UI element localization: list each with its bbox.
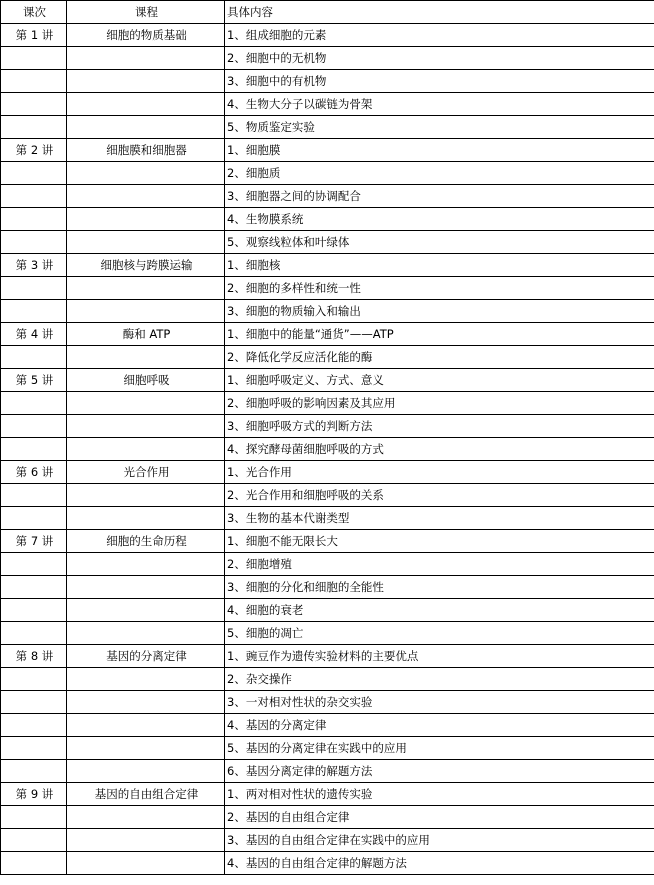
table-row [1, 139, 654, 162]
table-row [1, 576, 654, 599]
content-cell: 3、生物的基本代谢类型 [225, 507, 654, 530]
table-row [1, 300, 654, 323]
course-cell: 基因的分离定律 [67, 645, 225, 668]
lesson-cell [1, 691, 67, 714]
table-row [1, 47, 654, 70]
table-row [1, 438, 654, 461]
content-cell: 1、细胞中的能量“通货”——ATP [225, 323, 654, 346]
table-row [1, 116, 654, 139]
header-course: 课程 [67, 1, 225, 24]
table-row [1, 737, 654, 760]
table-row [1, 622, 654, 645]
content-cell: 3、一对相对性状的杂交实验 [225, 691, 654, 714]
table-row [1, 806, 654, 829]
course-cell [67, 300, 225, 323]
content-cell: 3、细胞器之间的协调配合 [225, 185, 654, 208]
lesson-cell: 第 5 讲 [1, 369, 67, 392]
lesson-cell [1, 70, 67, 93]
table-row [1, 277, 654, 300]
content-cell: 1、组成细胞的元素 [225, 24, 654, 47]
course-cell: 基因的自由组合定律 [67, 783, 225, 806]
table-row [1, 760, 654, 783]
course-cell [67, 599, 225, 622]
content-cell: 2、细胞中的无机物 [225, 47, 654, 70]
course-cell: 细胞的物质基础 [67, 24, 225, 47]
lesson-cell [1, 507, 67, 530]
table-row [1, 783, 654, 806]
course-cell [67, 760, 225, 783]
course-cell [67, 47, 225, 70]
table-row [1, 323, 654, 346]
content-cell: 5、基因的分离定律在实践中的应用 [225, 737, 654, 760]
table-row [1, 70, 654, 93]
content-cell: 2、细胞质 [225, 162, 654, 185]
content-cell: 5、细胞的凋亡 [225, 622, 654, 645]
table-row [1, 392, 654, 415]
content-cell: 1、细胞呼吸定义、方式、意义 [225, 369, 654, 392]
content-cell: 4、探究酵母菌细胞呼吸的方式 [225, 438, 654, 461]
lesson-cell [1, 93, 67, 116]
course-cell [67, 438, 225, 461]
course-cell [67, 829, 225, 852]
course-cell [67, 70, 225, 93]
table-row [1, 714, 654, 737]
table-row [1, 93, 654, 116]
lesson-cell [1, 576, 67, 599]
table-row [1, 507, 654, 530]
lesson-cell: 第 9 讲 [1, 783, 67, 806]
course-cell [67, 415, 225, 438]
course-cell [67, 277, 225, 300]
lesson-cell [1, 300, 67, 323]
content-cell: 1、光合作用 [225, 461, 654, 484]
table-row [1, 415, 654, 438]
course-cell [67, 576, 225, 599]
lesson-cell [1, 760, 67, 783]
lesson-cell [1, 116, 67, 139]
content-cell: 1、豌豆作为遗传实验材料的主要优点 [225, 645, 654, 668]
table-row [1, 208, 654, 231]
lesson-cell [1, 346, 67, 369]
course-cell [67, 93, 225, 116]
table-row [1, 829, 654, 852]
table-row [1, 691, 654, 714]
course-cell: 细胞呼吸 [67, 369, 225, 392]
course-cell [67, 231, 225, 254]
content-cell: 2、细胞的多样性和统一性 [225, 277, 654, 300]
content-cell: 3、细胞的分化和细胞的全能性 [225, 576, 654, 599]
table-row [1, 461, 654, 484]
content-cell: 2、基因的自由组合定律 [225, 806, 654, 829]
lesson-cell [1, 737, 67, 760]
table-row [1, 645, 654, 668]
course-cell: 细胞膜和细胞器 [67, 139, 225, 162]
lesson-cell [1, 714, 67, 737]
table-row [1, 599, 654, 622]
table-row [1, 668, 654, 691]
course-cell [67, 116, 225, 139]
content-cell: 5、物质鉴定实验 [225, 116, 654, 139]
lesson-cell [1, 231, 67, 254]
lesson-cell [1, 553, 67, 576]
lesson-cell [1, 277, 67, 300]
lesson-cell [1, 622, 67, 645]
lesson-cell [1, 438, 67, 461]
table-row [1, 162, 654, 185]
content-cell: 3、基因的自由组合定律在实践中的应用 [225, 829, 654, 852]
course-cell [67, 553, 225, 576]
course-cell: 酶和 ATP [67, 323, 225, 346]
lesson-cell [1, 162, 67, 185]
table-row [1, 185, 654, 208]
lesson-cell [1, 47, 67, 70]
lesson-cell [1, 415, 67, 438]
content-cell: 1、细胞不能无限长大 [225, 530, 654, 553]
content-cell: 3、细胞的物质输入和输出 [225, 300, 654, 323]
lesson-cell [1, 484, 67, 507]
course-cell [67, 852, 225, 875]
content-cell: 4、基因的自由组合定律的解题方法 [225, 852, 654, 875]
content-cell: 3、细胞中的有机物 [225, 70, 654, 93]
content-cell: 6、基因分离定律的解题方法 [225, 760, 654, 783]
lesson-cell: 第 2 讲 [1, 139, 67, 162]
table-row [1, 24, 654, 47]
lesson-cell [1, 829, 67, 852]
content-cell: 4、基因的分离定律 [225, 714, 654, 737]
course-cell [67, 668, 225, 691]
course-cell [67, 691, 225, 714]
table-row [1, 553, 654, 576]
lesson-cell: 第 4 讲 [1, 323, 67, 346]
lesson-cell [1, 392, 67, 415]
course-cell [67, 162, 225, 185]
course-cell: 细胞核与跨膜运输 [67, 254, 225, 277]
course-cell [67, 185, 225, 208]
content-cell: 2、细胞增殖 [225, 553, 654, 576]
content-cell: 4、细胞的衰老 [225, 599, 654, 622]
lesson-cell: 第 7 讲 [1, 530, 67, 553]
course-cell: 光合作用 [67, 461, 225, 484]
table-body [1, 24, 654, 875]
lesson-cell [1, 185, 67, 208]
table-row [1, 530, 654, 553]
lesson-cell: 第 8 讲 [1, 645, 67, 668]
lesson-cell [1, 806, 67, 829]
course-cell [67, 622, 225, 645]
lesson-cell [1, 852, 67, 875]
header-lesson: 课次 [1, 1, 67, 24]
course-cell [67, 208, 225, 231]
course-cell [67, 507, 225, 530]
content-cell: 1、细胞核 [225, 254, 654, 277]
content-cell: 5、观察线粒体和叶绿体 [225, 231, 654, 254]
lesson-cell: 第 1 讲 [1, 24, 67, 47]
table-row [1, 254, 654, 277]
header-content: 具体内容 [225, 1, 654, 24]
content-cell: 2、光合作用和细胞呼吸的关系 [225, 484, 654, 507]
course-cell [67, 392, 225, 415]
lesson-cell [1, 599, 67, 622]
lesson-cell: 第 6 讲 [1, 461, 67, 484]
content-cell: 1、两对相对性状的遗传实验 [225, 783, 654, 806]
table-row [1, 484, 654, 507]
course-cell [67, 737, 225, 760]
content-cell: 4、生物膜系统 [225, 208, 654, 231]
course-cell [67, 346, 225, 369]
table-row [1, 852, 654, 875]
table-row [1, 346, 654, 369]
lesson-cell [1, 668, 67, 691]
content-cell: 2、降低化学反应活化能的酶 [225, 346, 654, 369]
content-cell: 2、细胞呼吸的影响因素及其应用 [225, 392, 654, 415]
table-row [1, 369, 654, 392]
content-cell: 2、杂交操作 [225, 668, 654, 691]
table-row [1, 231, 654, 254]
course-cell: 细胞的生命历程 [67, 530, 225, 553]
course-cell [67, 714, 225, 737]
content-cell: 4、生物大分子以碳链为骨架 [225, 93, 654, 116]
course-cell [67, 484, 225, 507]
content-cell: 1、细胞膜 [225, 139, 654, 162]
course-cell [67, 806, 225, 829]
content-cell: 3、细胞呼吸方式的判断方法 [225, 415, 654, 438]
table-header [1, 1, 654, 24]
lesson-cell: 第 3 讲 [1, 254, 67, 277]
header-row [1, 1, 654, 24]
lesson-cell [1, 208, 67, 231]
